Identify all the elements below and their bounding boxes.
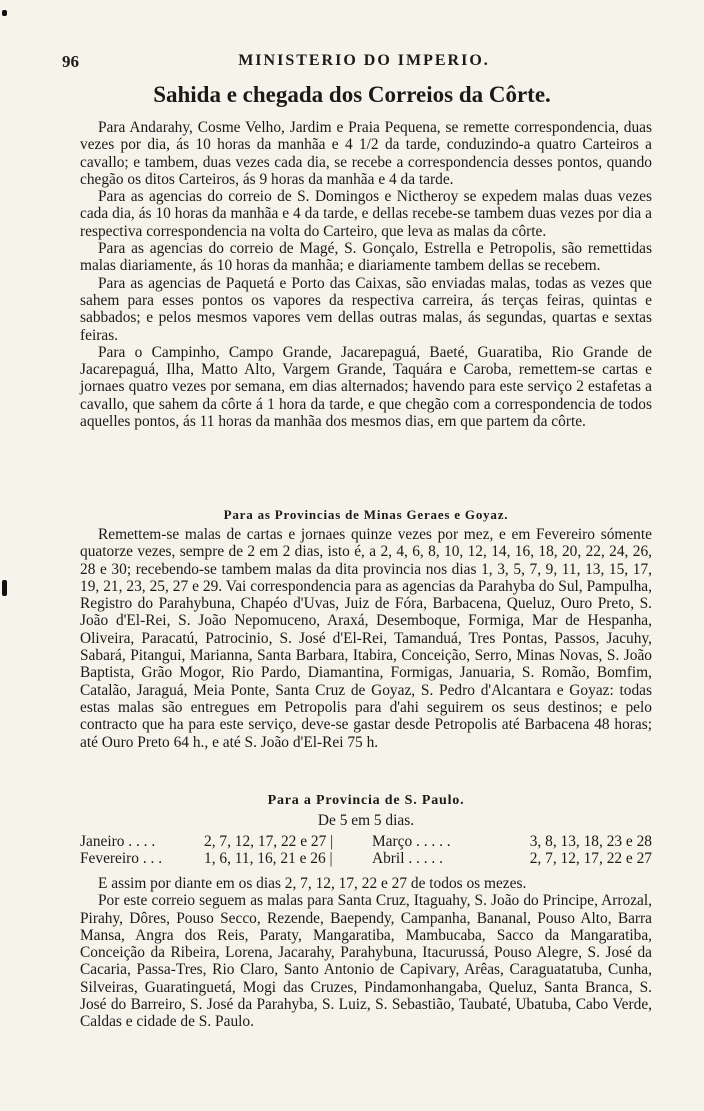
paragraph: Para as agencias de Paquetá e Porto das Caixas, são enviadas malas, todas as vezes que sahem para esses pontos os vapores da respectiva carreira, ás terças feiras, quintas e sabbados; e pelos mesmos vapores vem dellas outras malas, ás segundas, quartas e sextas feiras. — [80, 274, 652, 344]
section-sao-paulo — [80, 875, 652, 1031]
month-days: 3, 8, 13, 18, 23 e 28 — [529, 833, 652, 850]
running-title: MINISTERIO DO IMPERIO. — [238, 52, 490, 69]
paragraph: Para as agencias do correio de Magé, S. Gonçalo, Estrella e Petropolis, são remettidas malas diariamente, ás 10 horas da manhãa; e diariamente tambem dellas se recebem. — [80, 240, 652, 275]
page-title: Sahida e chegada dos Correios da Côrte. — [153, 82, 551, 107]
month-name: Março . . . . . — [372, 833, 451, 850]
schedule-table — [80, 833, 652, 867]
page-number: 96 — [62, 52, 79, 71]
ink-mark — [2, 10, 7, 16]
paragraph: Para o Campinho, Campo Grande, Jacarepaguá, Baeté, Guaratiba, Rio Grande de Jacarepaguá, Ilha, Matto Alto, Vargem Grande, Taquára e Caroba, remettem-se cartas e jornaes quatro vezes por semana, em dias alternados; havendo para este serviço 2 estafetas a cavallo, que sahem da côrte á 1 hora da tarde, e que chegão com a correspondencia de todos aquelles pontos, ás 11 horas da manhãa dos mesmos dias, em que partem da côrte. — [80, 343, 652, 431]
month-name: Fevereiro . . . — [80, 850, 163, 867]
month-name: Janeiro . . . . — [80, 833, 156, 850]
paragraph: Para as agencias do correio de S. Domingos e Nictheroy se expedem malas duas vezes cada dia, ás 10 horas da manhãa e 4 da tarde, e dellas recebe-se tambem duas vezes por dia a respectiva correspondencia na volta do Carteiro, que leva as malas da côrte. — [80, 188, 652, 240]
interval-note: De 5 em 5 dias. — [317, 812, 415, 829]
section-correios-corte — [80, 119, 652, 430]
paragraph: E assim por diante em os dias 2, 7, 12, 17, 22 e 27 de todos os mezes. — [98, 875, 527, 892]
section-minas-goyaz — [80, 526, 652, 751]
schedule-row — [80, 850, 652, 867]
schedule-row — [80, 833, 652, 850]
running-head — [62, 52, 666, 78]
section-heading-sao-paulo: Para a Provincia de S. Paulo. — [267, 793, 465, 808]
section-heading-minas: Para as Provincias de Minas Geraes e Goyaz. — [223, 507, 509, 522]
month-days: 1, 6, 11, 16, 21 e 26 | — [204, 850, 333, 867]
ink-mark — [2, 580, 7, 596]
paragraph: Por este correio seguem as malas para Santa Cruz, Itaguahy, S. João do Principe, Arrozal, Pirahy, Dôres, Pouso Secco, Rezende, Baependy, Campanha, Bananal, Pouso Alto, Barra Mansa, Angra dos Reis, Paraty, Mangaratiba, Mambucaba, Sacco da Mangaratiba, Conceição da Ribeira, Lorena, Jacarahy, Parahybuna, Itacurussá, Pouso Alegre, S. José da Cacaria, Passa-Tres, Rio Claro, Santo Antonio de Capivary, Arêas, Caraguatatuba, Cunha, Silveiras, Guaratinguetá, Mogi das Cruzes, Pindamonhangaba, Queluz, Santa Branca, S. José do Barreiro, S. José da Parahyba, S. Luiz, S. Sebastião, Taubaté, Ubatuba, Cabo Verde, Caldas e cidade de S. Paulo. — [80, 892, 652, 1031]
month-name: Abril . . . . . — [372, 850, 443, 867]
month-days: 2, 7, 12, 17, 22 e 27 | — [204, 833, 334, 850]
paragraph: Remettem-se malas de cartas e jornaes quinze vezes por mez, e em Fevereiro sómente quatorze vezes, sempre de 2 em 2 dias, isto é, a 2, 4, 6, 8, 10, 12, 14, 16, 18, 20, 22, 24, 26, 28 e 30; recebendo-se tambem malas da dita provincia nos dias 1, 3, 5, 7, 9, 11, 13, 15, 17, 19, 21, 23, 25, 27 e 29. Vai correspondencia para as agencias da Parahyba do Sul, Pampulha, Registro do Parahybuna, Chapéo d'Uvas, Juiz de Fóra, Barbacena, Queluz, Ouro Preto, S. João d'El-Rei, S. João Nepomuceno, Araxá, Desemboque, Formiga, Mar de Hespanha, Oliveira, Paracatú, Patrocinio, S. José d'El-Rei, Tamanduá, Tres Pontas, Passos, Jacuhy, Sabará, Pitangui, Marianna, Santa Barbara, Itabira, Conceição, Serro, Minas Novas, S. João Baptista, Grão Mogor, Rio Pardo, Diamantina, Formigas, Januaria, S. Romão, Bomfim, Catalão, Jaraguá, Meia Ponte, Santa Cruz de Goyaz, S. Pedro d'Alcantara e Goyaz: todas estas malas são entregues em Petropolis para d'ahi seguirem os seus destinos; e pelo contracto que ha para este serviço, deve-se gastar desde Petropolis até Barbacena 48 horas; até Ouro Preto 64 h., e até S. João d'El-Rei 75 h. — [80, 526, 652, 751]
month-days: 2, 7, 12, 17, 22 e 27 — [529, 850, 652, 867]
paragraph: Para Andarahy, Cosme Velho, Jardim e Praia Pequena, se remette correspondencia, duas vezes por dia, ás 10 horas da manhãa e 4 1/2 da tarde, conduzindo-a quatro Carteiros a cavallo; e tambem, duas vezes cada dia, se recebe a correspondencia desses pontos, quando chegão os ditos Carteiros, ás 9 horas da manhãa e 4 da tarde. — [80, 119, 652, 188]
